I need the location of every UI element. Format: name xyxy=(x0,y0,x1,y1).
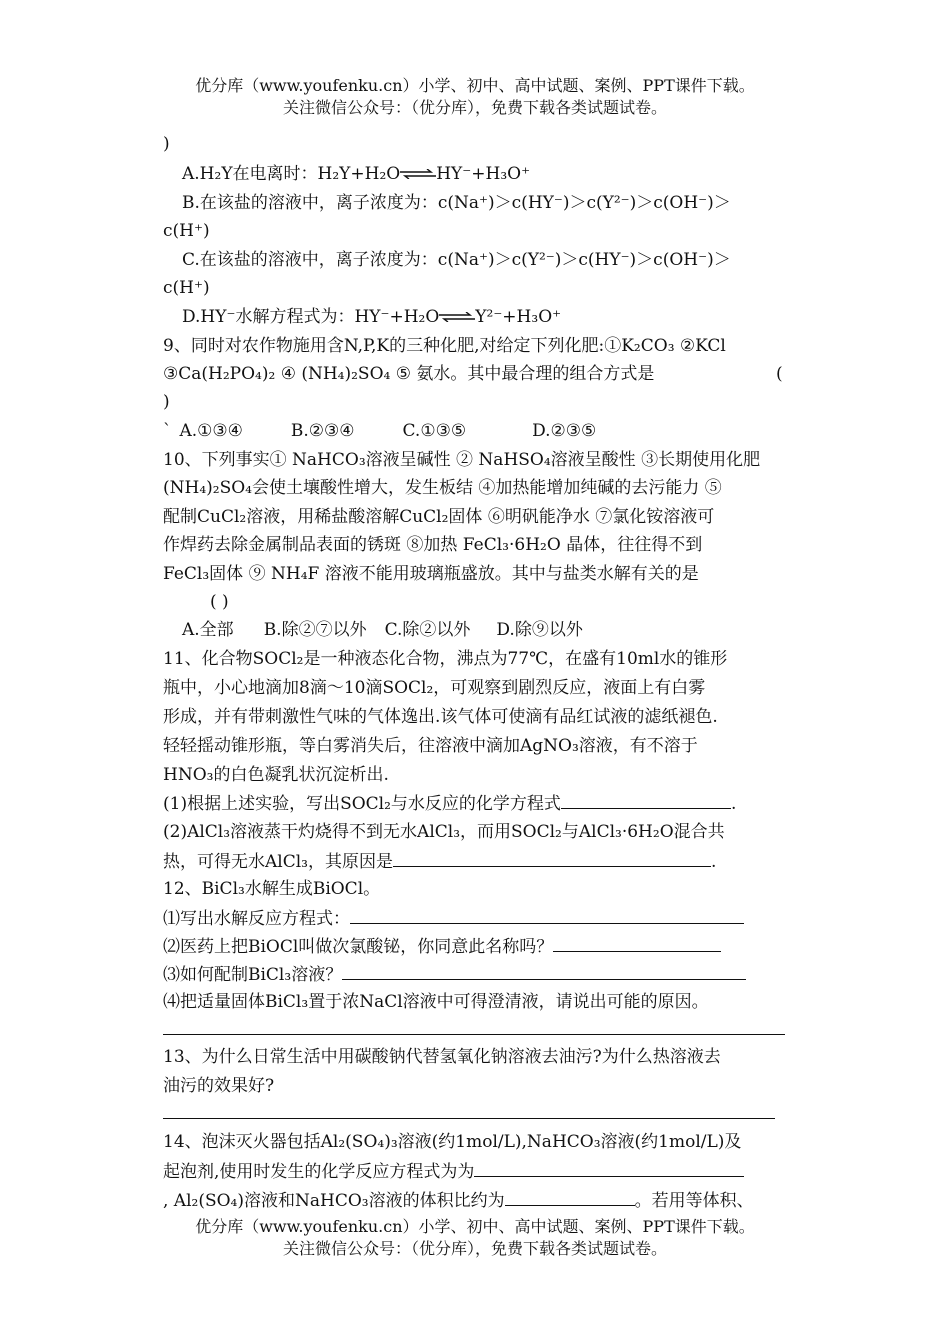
q11-sub-2-end: . xyxy=(710,852,717,872)
q12-sub-3 xyxy=(163,963,788,986)
q9-option-c: C.①③⑤ xyxy=(402,421,467,441)
q14-line-3-end: 。若用等体积、 xyxy=(634,1191,754,1211)
footer-line-1: 优分库（www.youfenku.cn）小学、初中、高中试题、案例、PPT课件下载。 xyxy=(195,1217,755,1236)
q11-sub-1-end: . xyxy=(730,794,737,814)
q11-sub-2-line-1: (2)AlCl₃溶液蒸干灼烧得不到无水AlCl₃，而用SOCl₂与AlCl₃·6H₂O混合共 xyxy=(163,822,725,842)
q10-option-c: C.除②以外 xyxy=(384,620,471,640)
q14-line-3-text: , Al₂(SO₄)溶液和NaHCO₃溶液的体积比约为 xyxy=(163,1191,505,1211)
answer-blank[interactable] xyxy=(342,963,746,980)
answer-blank[interactable] xyxy=(474,1160,744,1177)
q12-sub-2-text: ⑵医药上把BiOCl叫做次氯酸铋，你同意此名称吗？ xyxy=(163,937,554,957)
footer-line-2: 关注微信公众号：（优分库），免费下载各类试题试卷。 xyxy=(282,1239,667,1258)
q11-sub-2-text: 热，可得无水AlCl₃，其原因是 xyxy=(163,852,393,872)
q9-line-2 xyxy=(163,363,788,385)
q11-line-4: 轻轻摇动锥形瓶，等白雾消失后，往溶液中滴加AgNO₃溶液，有不溶于 xyxy=(163,736,698,756)
q13-line-1: 13、为什么日常生活中用碳酸钠代替氢氧化钠溶液去油污?为什么热溶液去 xyxy=(163,1047,721,1067)
q10-option-d: D.除⑨以外 xyxy=(496,620,583,640)
q13-line-2: 油污的效果好? xyxy=(163,1076,275,1096)
q8-option-a-left: A.H₂Y在电离时：H₂Y+H₂O xyxy=(182,164,401,184)
q8-option-d-left: D.HY⁻水解方程式为：HY⁻+H₂O xyxy=(182,307,440,327)
q8-option-d xyxy=(182,306,807,328)
q14-line-3 xyxy=(163,1189,788,1212)
answer-blank[interactable] xyxy=(505,1189,635,1206)
q11-sub-2-line-2 xyxy=(163,850,788,873)
q10-line-1: 10、下列事实① NaHCO₃溶液呈碱性 ② NaHSO₄溶液呈酸性 ③长期使用化肥 xyxy=(163,450,761,470)
answer-line[interactable] xyxy=(163,1034,785,1035)
answer-blank[interactable] xyxy=(350,907,744,924)
q8-option-c-line-1: C.在该盐的溶液中，离子浓度为：c(Na⁺)＞c(Y²⁻)＞c(HY⁻)＞c(OH⁻)＞ xyxy=(182,250,731,270)
q12-sub-2 xyxy=(163,935,788,958)
q8-paren-close: ) xyxy=(163,134,170,154)
q10-option-b: B.除②⑦以外 xyxy=(263,620,367,640)
q11-sub-1-text: (1)根据上述实验，写出SOCl₂与水反应的化学方程式 xyxy=(163,794,561,814)
q14-line-2 xyxy=(163,1160,788,1183)
q9-tick: ` xyxy=(163,421,172,441)
q11-line-1: 11、化合物SOCl₂是一种液态化合物，沸点为77℃，在盛有10ml水的锥形 xyxy=(163,649,728,669)
q8-option-a-right: HY⁻+H₃O⁺ xyxy=(436,164,531,184)
q10-line-5: FeCl₃固体 ⑨ NH₄F 溶液不能用玻璃瓶盛放。其中与盐类水解有关的是 xyxy=(163,564,699,584)
q10-line-3: 配制CuCl₂溶液，用稀盐酸溶解CuCl₂固体 ⑥明矾能净水 ⑦氯化铵溶液可 xyxy=(163,507,715,527)
q11-line-5: HNO₃的白色凝乳状沉淀析出. xyxy=(163,765,389,785)
equilibrium-arrow-icon xyxy=(439,314,475,322)
q9-line-2-text: ③Ca(H₂PO₄)₂ ④ (NH₄)₂SO₄ ⑤ 氨水。其中最合理的组合方式是 xyxy=(163,364,655,384)
q9-options xyxy=(163,420,788,442)
q9-option-a: A.①③④ xyxy=(179,421,243,441)
q10-line-4: 作焊药去除金属制品表面的锈斑 ⑧加热 FeCl₃·6H₂O 晶体，往往得不到 xyxy=(163,535,703,555)
q11-line-3: 形成，并有带刺激性气味的气体逸出.该气体可使滴有品红试液的滤纸褪色. xyxy=(163,707,718,727)
q12-sub-3-text: ⑶如何配制BiCl₃溶液？ xyxy=(163,965,343,985)
q10-answer-paren: ( ) xyxy=(210,592,229,612)
answer-blank[interactable] xyxy=(561,792,731,809)
q12-sub-1-text: ⑴写出水解反应方程式： xyxy=(163,909,350,929)
q14-line-1: 14、泡沫灭火器包括Al₂(SO₄)₃溶液(约1mol/L),NaHCO₃溶液(约1mol/L)及 xyxy=(163,1132,742,1152)
header-line-1: 优分库（www.youfenku.cn）小学、初中、高中试题、案例、PPT课件下载。 xyxy=(195,76,755,95)
q9-option-d: D.②③⑤ xyxy=(532,421,597,441)
q8-option-d-right: Y²⁻+H₃O⁺ xyxy=(475,307,562,327)
answer-blank[interactable] xyxy=(553,935,721,952)
q14-line-2-text: 起泡剂,使用时发生的化学反应方程式为为 xyxy=(163,1162,475,1182)
q8-option-b-line-2: c(H⁺) xyxy=(163,221,210,241)
q9-paren-open: ( xyxy=(776,364,783,384)
header-line-2: 关注微信公众号：（优分库），免费下载各类试题试卷。 xyxy=(282,98,667,117)
q10-options xyxy=(182,619,807,641)
answer-blank[interactable] xyxy=(393,850,711,867)
q9-paren-close: ) xyxy=(163,392,170,412)
q10-line-2: (NH₄)₂SO₄会使土壤酸性增大，发生板结 ④加热能增加纯碱的去污能力 ⑤ xyxy=(163,478,722,498)
equilibrium-arrow-icon xyxy=(400,171,436,179)
q11-sub-1 xyxy=(163,792,788,815)
q10-option-a: A.全部 xyxy=(182,620,234,640)
q8-option-b-line-1: B.在该盐的溶液中，离子浓度为：c(Na⁺)＞c(HY⁻)＞c(Y²⁻)＞c(OH⁻)＞ xyxy=(182,193,731,213)
q8-option-c-line-2: c(H⁺) xyxy=(163,278,210,298)
answer-line[interactable] xyxy=(163,1118,775,1119)
q9-option-b: B.②③④ xyxy=(290,421,355,441)
q12-sub-4: ⑷把适量固体BiCl₃置于浓NaCl溶液中可得澄清液，请说出可能的原因。 xyxy=(163,992,709,1012)
q8-option-a xyxy=(182,163,807,185)
q11-line-2: 瓶中，小心地滴加8滴～10滴SOCl₂，可观察到剧烈反应，液面上有白雾 xyxy=(163,678,706,698)
q12-sub-1 xyxy=(163,907,788,930)
q9-line-1: 9、同时对农作物施用含N,P,K的三种化肥,对给定下列化肥:①K₂CO₃ ②KCl xyxy=(163,336,726,356)
q12-title: 12、BiCl₃水解生成BiOCl。 xyxy=(163,879,381,899)
